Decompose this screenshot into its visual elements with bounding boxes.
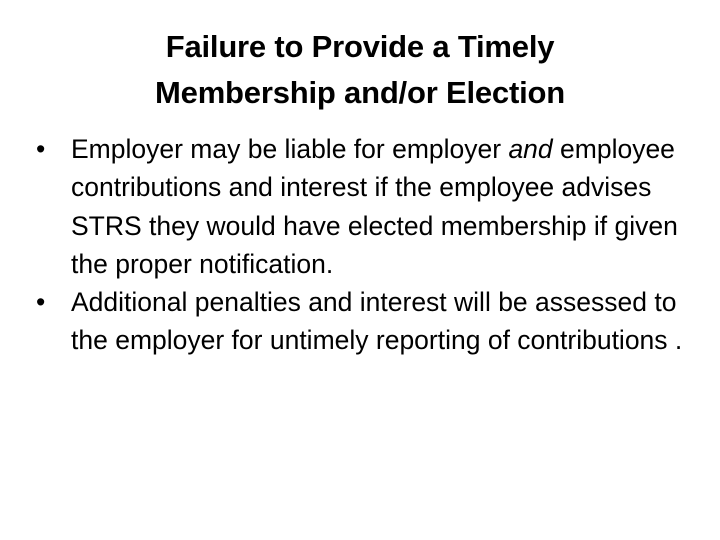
bullet-list xyxy=(36,130,686,360)
bullet-text-part: employee contributions and interest if the employee advises STRS they would have elected membership if given the proper notification. xyxy=(71,134,678,279)
bullet-text: Additional penalties and interest will be assessed to the employer for untimely reporting of contributions . xyxy=(71,287,683,356)
bullet-item xyxy=(36,130,686,283)
bullet-text-part: Employer may be liable for employer xyxy=(71,134,509,164)
slide-title-line-1: Failure to Provide a Timely xyxy=(165,29,555,64)
slide-title-line-2: Membership and/or Election xyxy=(155,75,565,110)
slide-title xyxy=(60,24,660,116)
bullet-emphasis: and xyxy=(508,134,553,164)
bullet-marker: • xyxy=(36,134,46,164)
bullet-marker: • xyxy=(36,287,46,318)
bullet-item xyxy=(36,283,686,360)
